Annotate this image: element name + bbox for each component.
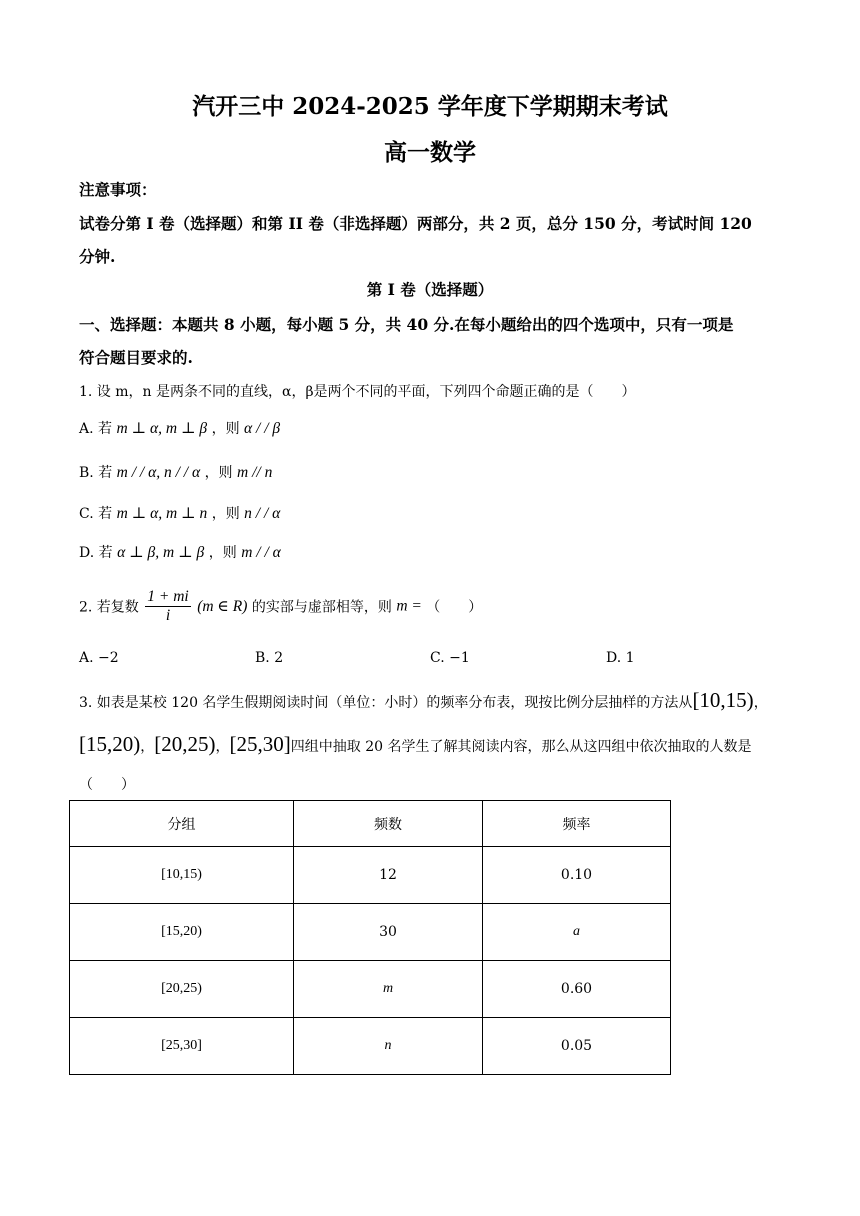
q2-numerator: 1 + mi <box>147 588 189 605</box>
q1-c-math: m ⊥ α, m ⊥ n <box>116 505 208 522</box>
table-row <box>70 961 671 1018</box>
q2-condition: (m ∈ R) <box>197 598 248 615</box>
q2-var: m = <box>396 597 422 615</box>
q2-option-d: D. 1 <box>606 650 635 666</box>
q2-prefix: 2. 若复数 <box>79 599 139 616</box>
q3-line1-text: 3. 如表是某校 120 名学生假期阅读时间（单位：小时）的频率分布表，现按比例分层抽样的方法从 <box>79 695 693 711</box>
q1-c-mid: ，则 <box>211 506 240 522</box>
exam-subject: 高一数学 <box>384 139 476 166</box>
q1-d-result: m / / α <box>241 544 281 561</box>
table-header-cell: 频率 <box>483 801 671 847</box>
q3-line-2 <box>79 732 751 757</box>
q3-interval-2: [15,20) <box>79 732 141 756</box>
table-header-cell: 频数 <box>294 801 483 847</box>
q1-a-prefix: A. 若 <box>79 421 113 437</box>
table-cell-freq: 0.10 <box>483 847 671 904</box>
q3-line-1 <box>79 688 768 713</box>
frequency-table <box>69 800 671 1075</box>
table-cell-count: 12 <box>294 847 483 904</box>
q3-comma-3: ， <box>215 739 230 755</box>
q2-fraction <box>145 588 190 625</box>
section-instructions-2: 符合题目要求的. <box>79 348 193 367</box>
q2-tail: （ ） <box>426 599 483 616</box>
q3-interval-1: [10,15) <box>692 688 754 712</box>
table-cell-group: [15,20) <box>70 904 294 961</box>
q1-option-c <box>79 503 280 523</box>
q1-a-math: m ⊥ α, m ⊥ β <box>116 420 208 437</box>
table-row <box>70 847 671 904</box>
q1-a-result: α / / β <box>244 420 281 437</box>
table-cell-count: m <box>294 961 483 1018</box>
q1-option-a <box>79 418 280 438</box>
table-cell-freq: 0.60 <box>483 961 671 1018</box>
q3-blank: （ ） <box>79 777 135 793</box>
volume-title: 第 I 卷（选择题） <box>366 280 494 299</box>
table-header-cell: 分组 <box>70 801 294 847</box>
q1-b-mid: ，则 <box>204 465 233 481</box>
notice-line-1: 试卷分第 I 卷（选择题）和第 II 卷（非选择题）两部分，共 2 页，总分 150 分，考试时间 120 <box>79 214 752 233</box>
q1-b-prefix: B. 若 <box>79 465 113 481</box>
table-cell-freq: 0.05 <box>483 1018 671 1075</box>
q1-b-result: m // n <box>237 464 273 481</box>
table-cell-group: [20,25) <box>70 961 294 1018</box>
q3-interval-3: [20,25) <box>154 732 216 756</box>
q1-d-mid: ，则 <box>208 545 237 561</box>
q1-d-math: α ⊥ β, m ⊥ β <box>117 544 205 561</box>
q2-denominator: i <box>165 607 171 624</box>
table-cell-group: [25,30] <box>70 1018 294 1075</box>
q3-comma: ， <box>753 695 768 711</box>
notice-heading: 注意事项： <box>79 180 157 199</box>
q1-option-b <box>79 462 272 482</box>
q2-option-b: B. 2 <box>255 650 284 666</box>
table-cell-freq: a <box>483 904 671 961</box>
q1-d-prefix: D. 若 <box>79 545 113 561</box>
section-instructions-1: 一、选择题：本题共 8 小题，每小题 5 分，共 40 分.在每小题给出的四个选项中，只有一项是 <box>79 315 734 334</box>
exam-title: 汽开三中 2024-2025 学年度下学期期末考试 <box>192 93 668 120</box>
notice-line-2: 分钟. <box>79 247 116 266</box>
q3-line2-tail: 四组中抽取 20 名学生了解其阅读内容，那么从这四组中依次抽取的人数是 <box>290 739 752 755</box>
q1-option-d <box>79 542 281 562</box>
table-header-row <box>70 801 671 847</box>
q2-option-c: C. −1 <box>430 650 470 666</box>
q2-suffix: 的实部与虚部相等，则 <box>251 599 392 616</box>
table-cell-count: 30 <box>294 904 483 961</box>
q3-comma-2: ， <box>140 739 155 755</box>
q1-a-mid: ，则 <box>211 421 240 437</box>
q2-option-a: A. −2 <box>79 650 119 666</box>
table-cell-group: [10,15) <box>70 847 294 904</box>
q1-c-result: n / / α <box>244 505 281 522</box>
q1-c-prefix: C. 若 <box>79 506 113 522</box>
table-row <box>70 904 671 961</box>
table-cell-count: n <box>294 1018 483 1075</box>
q2-stem <box>79 588 482 625</box>
q1-b-math: m / / α, n / / α <box>116 464 201 481</box>
q1-stem: 1. 设 m，n 是两条不同的直线，α，β是两个不同的平面，下列四个命题正确的是（ ） <box>79 384 636 400</box>
table-row <box>70 1018 671 1075</box>
q3-interval-4: [25,30] <box>229 732 291 756</box>
